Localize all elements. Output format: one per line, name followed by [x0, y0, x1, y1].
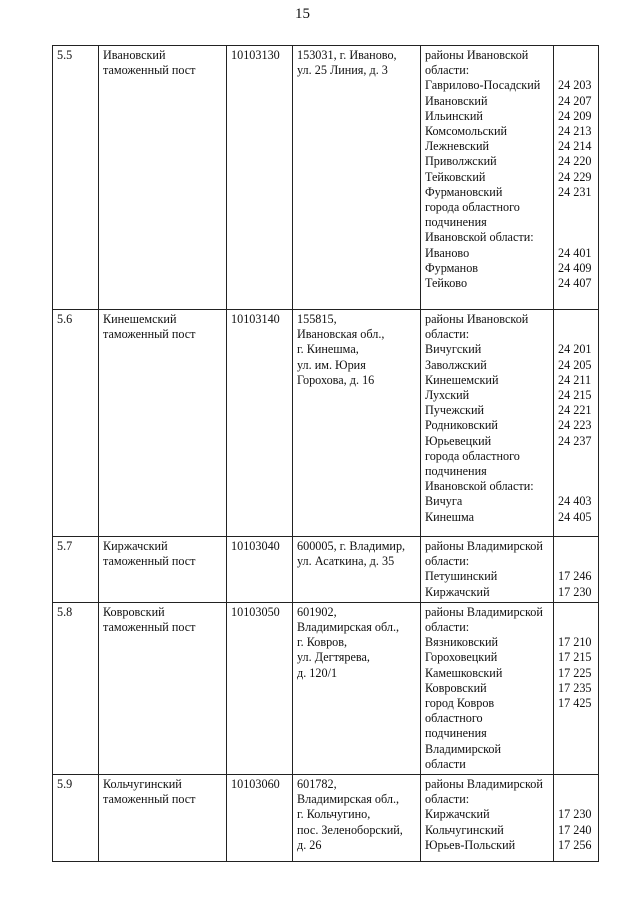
region-name: Кинешма [425, 509, 475, 524]
okato-code [558, 200, 594, 215]
region-name: Вичугский [425, 342, 482, 357]
post-name-line: таможенный пост [103, 327, 196, 342]
post-code-cell [227, 602, 293, 774]
okato-code: 17 240 [558, 822, 592, 837]
regions-cell [421, 46, 554, 310]
customs-posts-table [52, 45, 599, 862]
region-name: Комсомольский [425, 124, 508, 139]
region-name: районы Ивановской [425, 48, 529, 62]
regions-cell [421, 602, 554, 774]
region-name: районы Владимирской [425, 777, 543, 792]
region-name: Фурманов [425, 260, 479, 275]
okato-code: 24 214 [558, 139, 592, 154]
region-name: Ивановской области: [425, 230, 534, 245]
row-number: 5.6 [57, 312, 73, 326]
post-name-line: Кольчугинский [103, 777, 182, 792]
region-name: Заволжский [425, 357, 487, 372]
post-code-cell [227, 537, 293, 603]
post-name-line: таможенный пост [103, 63, 196, 78]
region-name: Вичуга [425, 494, 463, 509]
okato-code: 24 205 [558, 357, 592, 372]
okato-code: 24 407 [558, 276, 592, 291]
address-line: д. 26 [297, 837, 322, 852]
okato-codes-cell [554, 310, 599, 537]
region-name: Киржачский [425, 584, 490, 599]
post-code-cell [227, 775, 293, 862]
region-name: Юрьевецкий [425, 433, 492, 448]
okato-code [558, 792, 594, 807]
okato-code: 24 231 [558, 184, 592, 199]
region-name: области: [425, 327, 470, 342]
address-line: 155815, [297, 312, 337, 326]
address-cell [293, 46, 421, 310]
region-name: области: [425, 620, 470, 635]
okato-code: 24 201 [558, 342, 592, 357]
region-name: Камешковский [425, 665, 503, 680]
post-code: 10103050 [231, 604, 280, 619]
address-cell [293, 310, 421, 537]
post-code-cell [227, 310, 293, 537]
row-number: 5.5 [57, 48, 73, 62]
table-row [53, 775, 599, 862]
region-name: районы Владимирской [425, 604, 543, 619]
regions-cell [421, 537, 554, 603]
post-name-line: таможенный пост [103, 620, 196, 635]
region-name: области: [425, 63, 470, 78]
region-name: подчинения [425, 464, 487, 479]
address-line: Горохова, д. 16 [297, 372, 375, 387]
okato-code [558, 726, 594, 741]
region-name: Приволжский [425, 154, 497, 169]
okato-code [558, 449, 594, 464]
post-name-cell [99, 310, 227, 537]
address-line: ул. Асаткина, д. 35 [297, 554, 395, 569]
okato-code: 24 237 [558, 433, 592, 448]
post-code-cell [227, 46, 293, 310]
okato-code: 24 409 [558, 260, 592, 275]
address-line: Владимирская обл., [297, 792, 400, 807]
okato-code: 24 223 [558, 418, 592, 433]
row-number-cell [53, 602, 99, 774]
okato-code [558, 327, 594, 342]
region-name: подчинения [425, 726, 487, 741]
address-cell [293, 602, 421, 774]
okato-code: 17 246 [558, 569, 592, 584]
address-line: г. Ковров, [297, 635, 348, 650]
region-name: Родниковский [425, 418, 498, 433]
okato-code: 24 207 [558, 93, 592, 108]
region-name: районы Владимирской [425, 539, 543, 553]
okato-code: 17 210 [558, 635, 592, 650]
okato-codes-cell [554, 775, 599, 862]
region-name: области [425, 756, 466, 771]
okato-code [558, 757, 594, 772]
post-name-cell [99, 602, 227, 774]
post-code: 10103060 [231, 777, 280, 792]
address-line: ул. 25 Линия, д. 3 [297, 63, 388, 78]
okato-code: 24 405 [558, 509, 592, 524]
region-name: Лежневский [425, 139, 490, 154]
region-name: областного [425, 711, 483, 726]
okato-code: 17 215 [558, 650, 592, 665]
region-name: Гороховецкий [425, 650, 498, 665]
region-name: Лухский [425, 388, 470, 403]
address-line: д. 120/1 [297, 665, 338, 680]
region-name: Вязниковский [425, 635, 499, 650]
post-name-line: Ковровский [103, 604, 165, 619]
okato-code [558, 777, 594, 792]
address-line: 153031, г. Иваново, [297, 48, 397, 62]
table-row [53, 46, 599, 310]
region-name: районы Ивановской [425, 312, 529, 326]
table-body [53, 46, 599, 862]
okato-code: 24 215 [558, 388, 592, 403]
post-name-cell [99, 775, 227, 862]
post-name-cell [99, 537, 227, 603]
okato-code: 24 220 [558, 154, 592, 169]
region-name: Ивановский [425, 93, 488, 108]
region-name: Ковровский [425, 680, 487, 695]
region-name: город Ковров [425, 696, 495, 711]
okato-code [558, 312, 594, 327]
address-line: 600005, г. Владимир, [297, 539, 406, 553]
post-code: 10103130 [231, 48, 280, 62]
table-row [53, 537, 599, 603]
okato-code: 17 230 [558, 807, 592, 822]
address-line: г. Кинешма, [297, 342, 359, 357]
table-row [53, 602, 599, 774]
row-number-cell [53, 310, 99, 537]
okato-code [558, 230, 594, 245]
region-name: Гаврилово-Посадский [425, 78, 541, 93]
okato-codes-cell [554, 602, 599, 774]
region-name: Иваново [425, 245, 470, 260]
okato-code: 17 235 [558, 680, 592, 695]
okato-codes-cell [554, 46, 599, 310]
table-row [53, 310, 599, 537]
regions-cell [421, 310, 554, 537]
post-code: 10103140 [231, 312, 280, 326]
post-name-line: Ивановский [103, 48, 166, 62]
row-number: 5.7 [57, 539, 73, 553]
okato-code: 24 403 [558, 494, 592, 509]
okato-code: 24 229 [558, 169, 592, 184]
okato-code [558, 48, 594, 63]
address-line: 601782, [297, 777, 337, 792]
region-name: Ильинский [425, 108, 483, 123]
okato-code: 24 209 [558, 108, 592, 123]
row-number: 5.8 [57, 604, 73, 619]
region-name: Ивановской области: [425, 479, 534, 494]
address-line: пос. Зеленоборский, [297, 822, 403, 837]
address-line: 601902, [297, 604, 337, 619]
okato-code [558, 605, 594, 620]
okato-codes-cell [554, 537, 599, 603]
okato-code [558, 479, 594, 494]
post-name-line: Киржачский [103, 539, 168, 553]
okato-code [558, 215, 594, 230]
post-name-cell [99, 46, 227, 310]
address-line: Ивановская обл., [297, 327, 385, 342]
okato-code: 17 425 [558, 696, 592, 711]
okato-code: 17 256 [558, 837, 592, 852]
row-number-cell [53, 46, 99, 310]
okato-code [558, 63, 594, 78]
okato-code: 24 211 [558, 372, 592, 387]
row-number: 5.9 [57, 777, 73, 792]
address-line: г. Кольчугино, [297, 807, 371, 822]
okato-code [558, 742, 594, 757]
address-line: Владимирская обл., [297, 620, 400, 635]
okato-code [558, 554, 594, 569]
okato-code: 24 401 [558, 245, 592, 260]
okato-code [558, 539, 594, 554]
okato-code: 24 203 [558, 78, 592, 93]
region-name: Киржачский [425, 807, 490, 822]
okato-code: 17 225 [558, 665, 592, 680]
address-line: ул. им. Юрия [297, 357, 366, 372]
region-name: Тейковский [425, 169, 486, 184]
region-name: Петушинский [425, 569, 498, 584]
okato-code [558, 620, 594, 635]
post-name-line: Кинешемский [103, 312, 177, 326]
okato-code: 24 221 [558, 403, 592, 418]
page-number: 15 [295, 6, 310, 22]
region-name: области: [425, 792, 470, 807]
row-number-cell [53, 537, 99, 603]
region-name: Кольчугинский [425, 822, 504, 837]
region-name: Пучежский [425, 403, 485, 418]
okato-code: 24 213 [558, 124, 592, 139]
region-name: Кинешемский [425, 372, 499, 387]
okato-code [558, 464, 594, 479]
okato-code [558, 711, 594, 726]
okato-code: 17 230 [558, 584, 592, 599]
post-name-line: таможенный пост [103, 792, 196, 807]
region-name: Тейково [425, 276, 468, 291]
post-name-line: таможенный пост [103, 554, 196, 569]
row-number-cell [53, 775, 99, 862]
region-name: подчинения [425, 215, 487, 230]
address-line: ул. Дегтярева, [297, 650, 370, 665]
address-cell [293, 775, 421, 862]
region-name: города областного [425, 448, 520, 463]
region-name: Фурмановский [425, 184, 503, 199]
regions-cell [421, 775, 554, 862]
region-name: Юрьев-Польский [425, 837, 516, 852]
region-name: области: [425, 554, 470, 569]
address-cell [293, 537, 421, 603]
post-code: 10103040 [231, 539, 280, 553]
region-name: города областного [425, 200, 520, 215]
region-name: Владимирской [425, 741, 501, 756]
